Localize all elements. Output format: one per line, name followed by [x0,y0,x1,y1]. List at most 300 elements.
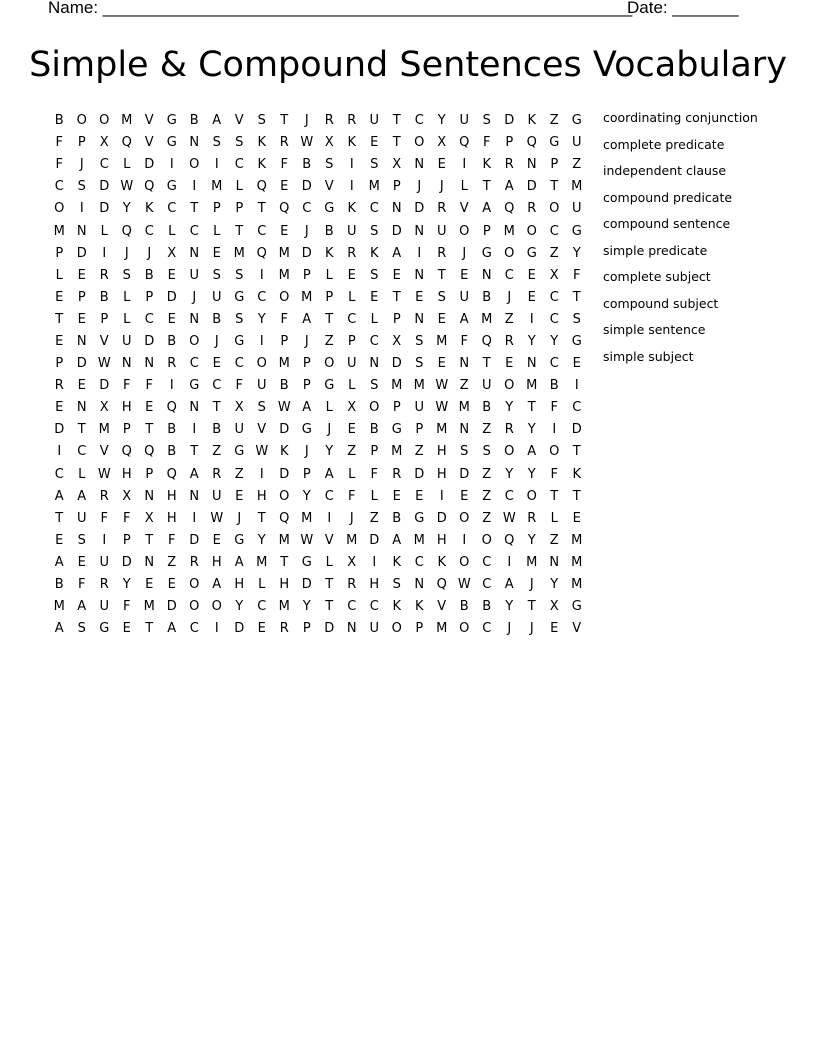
grid-letter: B [99,289,109,305]
grid-letter: Y [505,400,514,416]
grid-letter: C [347,311,357,327]
grid-letter: Y [505,466,514,482]
grid-letter: D [391,356,402,372]
grid-letter: K [257,135,267,151]
grid-letter: X [437,135,447,151]
grid-letter: X [144,510,154,526]
grid-letter: P [302,466,311,482]
grid-letter: W [435,378,449,394]
grid-letter: P [482,223,491,239]
grid-letter: P [280,333,289,349]
grid-letter: C [549,289,559,305]
grid-letter: S [77,532,86,548]
grid-letter: O [459,621,470,637]
grid-letter: A [234,554,244,570]
grid-letter: T [145,621,154,637]
grid-letter: R [347,113,357,129]
grid-letter: C [302,201,312,217]
grid-letter: L [168,223,176,239]
grid-letter: C [189,356,199,372]
grid-letter: M [301,289,313,305]
grid-letter: N [144,554,155,570]
grid-letter: X [99,135,109,151]
grid-letter: N [526,356,537,372]
grid-letter: R [99,577,109,593]
grid-letter: V [459,201,469,217]
grid-letter: E [392,267,401,283]
grid-letter: E [437,157,446,173]
grid-letter: U [369,621,379,637]
grid-letter: F [550,400,558,416]
grid-letter: K [144,201,154,217]
grid-letter: M [368,179,380,195]
grid-letter: V [144,135,154,151]
grid-letter: P [100,311,109,327]
grid-letter: Y [527,422,536,438]
grid-letter: Y [550,577,559,593]
grid-letter: V [257,422,267,438]
grid-letter: C [549,311,559,327]
grid-letter: T [527,599,536,615]
grid-letter: T [55,311,64,327]
grid-letter: C [257,599,267,615]
grid-letter: H [166,510,177,526]
grid-letter: O [459,510,470,526]
grid-letter: O [391,621,402,637]
grid-letter: D [459,466,470,482]
grid-letter: U [571,201,582,217]
grid-letter: A [212,113,222,129]
grid-letter: T [527,400,536,416]
grid-letter: S [392,577,401,593]
grid-letter: Y [505,599,514,615]
grid-letter: N [526,157,537,173]
grid-letter: C [369,333,379,349]
grid-letter: T [550,179,559,195]
grid-letter: S [482,113,491,129]
grid-letter: W [300,135,314,151]
name-field: Name: ________________________________________________________ [48,0,633,17]
grid-letter: R [504,422,514,438]
grid-letter: N [189,311,200,327]
grid-letter: E [347,267,356,283]
grid-letter: H [436,466,447,482]
grid-letter: C [572,400,582,416]
grid-letter: M [346,532,358,548]
grid-letter: X [234,400,244,416]
grid-letter: F [100,510,108,526]
grid-letter: G [189,378,200,394]
grid-letter: M [211,179,223,195]
grid-letter: R [437,201,447,217]
grid-letter: M [121,113,133,129]
grid-letter: L [55,267,63,283]
grid-letter: F [123,510,131,526]
grid-letter: M [436,621,448,637]
grid-row [48,530,588,552]
grid-letter: Y [257,311,266,327]
grid-letter: N [369,356,380,372]
grid-letter: W [502,510,516,526]
grid-letter: R [99,267,109,283]
grid-letter: F [168,532,176,548]
grid-letter: Q [504,532,515,548]
grid-letter: R [324,113,334,129]
grid-letter: E [167,311,176,327]
grid-letter: E [392,488,401,504]
grid-letter: G [234,444,245,460]
grid-letter: Z [482,510,492,526]
grid-letter: Y [325,444,334,460]
grid-letter: I [214,157,219,173]
grid-letter: T [190,444,199,460]
grid-letter: F [550,466,558,482]
grid-letter: N [414,267,425,283]
grid-row [48,132,588,154]
grid-letter: E [77,267,86,283]
grid-letter: A [459,311,469,327]
grid-letter: M [391,444,403,460]
grid-letter: Z [369,510,379,526]
grid-letter: Q [121,444,132,460]
grid-letter: L [123,157,131,173]
grid-row [48,265,588,287]
grid-letter: G [571,333,582,349]
grid-letter: P [392,400,401,416]
grid-letter: S [235,135,244,151]
grid-letter: I [462,157,467,173]
grid-row [48,287,588,309]
grid-letter: G [324,201,335,217]
grid-letter: A [54,488,64,504]
grid-letter: Z [414,444,424,460]
grid-letter: S [572,311,581,327]
grid-letter: G [526,245,537,261]
grid-letter: N [414,311,425,327]
grid-letter: E [572,510,581,526]
grid-letter: B [167,333,177,349]
grid-letter: D [166,599,177,615]
grid-letter: M [526,378,538,394]
grid-letter: P [302,356,311,372]
grid-letter: K [324,245,334,261]
grid-letter: Q [526,135,537,151]
grid-letter: B [144,267,154,283]
grid-letter: L [348,289,356,305]
grid-letter: I [79,201,84,217]
grid-letter: X [392,157,402,173]
grid-letter: E [55,400,64,416]
grid-letter: G [234,333,245,349]
grid-letter: D [99,378,110,394]
grid-row [48,397,588,419]
grid-letter: O [504,378,515,394]
grid-letter: M [256,554,268,570]
grid-letter: D [189,532,200,548]
grid-letter: U [234,422,244,438]
grid-letter: L [123,289,131,305]
grid-letter: C [77,444,87,460]
grid-letter: D [301,179,312,195]
grid-letter: X [99,400,109,416]
grid-letter: A [167,621,177,637]
grid-letter: V [99,333,109,349]
grid-letter: V [144,113,154,129]
grid-letter: G [234,532,245,548]
grid-letter: I [349,157,354,173]
grid-letter: U [211,488,222,504]
grid-letter: B [54,113,64,129]
grid-letter: J [462,245,467,261]
grid-letter: G [391,422,402,438]
grid-letter: D [414,201,425,217]
grid-letter: T [325,577,334,593]
grid-letter: C [369,599,379,615]
grid-letter: F [483,135,491,151]
grid-letter: U [459,289,469,305]
grid-letter: G [234,289,245,305]
grid-letter: Q [144,444,155,460]
grid-letter: C [504,488,514,504]
grid-letter: U [346,356,357,372]
grid-letter: E [280,179,289,195]
grid-letter: P [212,201,221,217]
grid-letter: I [192,179,197,195]
grid-letter: D [414,466,425,482]
grid-letter: E [505,356,514,372]
grid-letter: G [301,554,312,570]
grid-letter: R [279,621,289,637]
grid-letter: L [325,400,333,416]
grid-letter: H [436,444,447,460]
grid-letter: G [481,245,492,261]
grid-letter: U [76,510,87,526]
grid-letter: Q [166,400,177,416]
grid-letter: N [189,135,200,151]
grid-letter: C [99,157,109,173]
word-search-grid [48,110,588,640]
grid-letter: B [279,378,289,394]
grid-letter: Z [549,113,559,129]
grid-letter: J [192,289,197,305]
grid-letter: I [552,422,557,438]
grid-row [48,154,588,176]
grid-letter: X [392,333,402,349]
grid-letter: D [324,621,335,637]
grid-letter: R [437,245,447,261]
grid-letter: Z [324,333,334,349]
grid-letter: E [370,135,379,151]
grid-letter: M [143,599,155,615]
grid-letter: A [482,201,492,217]
grid-letter: P [235,201,244,217]
grid-letter: S [212,135,221,151]
grid-letter: J [304,113,309,129]
grid-letter: N [414,223,425,239]
grid-letter: X [122,488,132,504]
word-list-item: simple subject [603,348,694,364]
grid-letter: A [77,599,87,615]
grid-letter: B [549,378,559,394]
grid-letter: O [279,488,290,504]
grid-letter: R [54,378,64,394]
grid-letter: C [549,356,559,372]
grid-letter: L [348,378,356,394]
grid-letter: M [53,599,65,615]
grid-row [48,309,588,331]
grid-letter: I [349,179,354,195]
grid-letter: S [77,621,86,637]
grid-letter: N [144,356,155,372]
grid-letter: K [279,444,289,460]
grid-row [48,110,588,132]
grid-letter: O [414,135,425,151]
grid-letter: T [257,510,266,526]
grid-letter: D [301,577,312,593]
grid-letter: Y [527,333,536,349]
grid-letter: L [258,577,266,593]
grid-letter: O [369,400,380,416]
page-title: Simple & Compound Sentences Vocabulary [29,45,787,85]
grid-letter: Q [144,179,155,195]
word-list-item: complete predicate [603,136,725,152]
grid-letter: B [54,577,64,593]
grid-row [48,618,588,640]
grid-letter: T [190,201,199,217]
grid-letter: I [192,422,197,438]
grid-letter: T [482,179,491,195]
grid-row [48,574,588,596]
grid-letter: K [392,599,402,615]
grid-letter: L [123,311,131,327]
grid-letter: M [391,378,403,394]
grid-letter: M [98,422,110,438]
grid-letter: C [504,267,514,283]
grid-letter: D [391,223,402,239]
grid-letter: D [144,157,155,173]
grid-letter: M [481,311,493,327]
grid-letter: K [572,466,582,482]
grid-letter: I [57,444,62,460]
grid-letter: F [123,378,131,394]
grid-letter: C [144,223,154,239]
grid-letter: D [166,289,177,305]
grid-letter: L [100,223,108,239]
grid-row [48,176,588,198]
grid-letter: N [481,267,492,283]
grid-letter: N [189,400,200,416]
grid-letter: C [414,113,424,129]
grid-letter: E [370,289,379,305]
grid-letter: E [212,356,221,372]
grid-letter: K [347,201,357,217]
grid-letter: L [325,267,333,283]
grid-letter: F [348,488,356,504]
grid-letter: E [460,267,469,283]
grid-letter: T [572,444,581,460]
grid-letter: I [327,510,332,526]
grid-letter: S [257,400,266,416]
grid-letter: T [235,223,244,239]
grid-letter: R [347,245,357,261]
grid-letter: Y [122,577,131,593]
grid-letter: C [54,179,64,195]
word-list-item: compound predicate [603,189,733,205]
grid-row [48,508,588,530]
grid-letter: V [234,113,244,129]
grid-letter: I [192,510,197,526]
grid-letter: S [370,157,379,173]
grid-letter: M [413,378,425,394]
grid-letter: E [77,554,86,570]
grid-row [48,486,588,508]
grid-letter: R [189,554,199,570]
grid-letter: L [550,510,558,526]
grid-letter: N [459,422,470,438]
grid-letter: M [278,356,290,372]
grid-letter: Q [481,333,492,349]
grid-letter: U [436,223,447,239]
grid-letter: P [325,289,334,305]
grid-letter: S [257,113,266,129]
grid-letter: R [392,466,402,482]
grid-letter: Y [527,466,536,482]
grid-letter: N [189,488,200,504]
grid-letter: J [507,289,512,305]
grid-letter: T [212,400,221,416]
grid-letter: H [234,577,245,593]
grid-letter: I [102,245,107,261]
grid-letter: D [369,532,380,548]
grid-letter: G [99,621,110,637]
grid-letter: L [370,311,378,327]
grid-letter: G [549,135,560,151]
grid-letter: D [279,422,290,438]
grid-letter: M [503,223,515,239]
grid-letter: Q [256,245,267,261]
word-list-item: independent clause [603,163,727,178]
grid-letter: D [54,422,65,438]
grid-letter: S [235,267,244,283]
grid-letter: S [415,333,424,349]
grid-letter: X [549,599,559,615]
grid-letter: U [256,378,267,394]
grid-letter: K [257,157,267,173]
grid-letter: A [504,577,514,593]
grid-letter: P [145,466,154,482]
grid-letter: E [212,532,221,548]
grid-letter: E [55,333,64,349]
grid-letter: G [571,223,582,239]
grid-letter: S [370,378,379,394]
grid-letter: J [529,621,534,637]
grid-letter: Q [256,179,267,195]
grid-letter: Y [302,599,311,615]
grid-letter: O [481,532,492,548]
grid-letter: Q [279,510,290,526]
grid-letter: W [435,400,449,416]
grid-letter: I [169,378,174,394]
grid-letter: F [573,267,581,283]
grid-letter: Q [504,201,515,217]
grid-letter: D [526,179,537,195]
grid-letter: N [549,554,560,570]
grid-letter: H [436,532,447,548]
grid-letter: D [571,422,582,438]
grid-letter: Y [235,599,244,615]
grid-row [48,441,588,463]
grid-letter: Z [482,488,492,504]
